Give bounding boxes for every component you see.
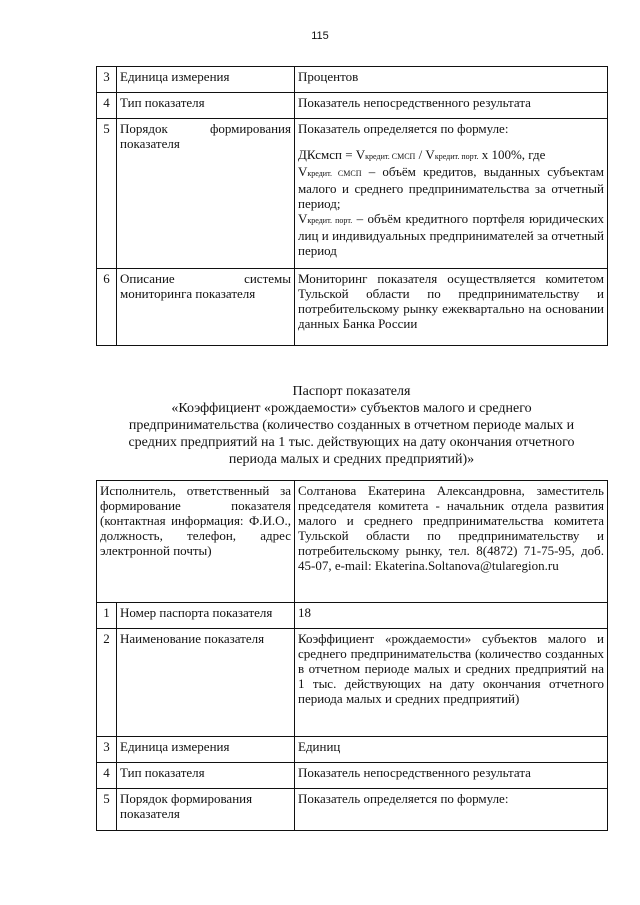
row-label: Тип показателя [117,93,295,119]
row-value: Показатель непосредственного результата [295,93,608,119]
row-value: Мониторинг показателя осуществляется комитетом Тульской области по предпринимательству и потребительскому рынку ежеквартально на основании данных Банка России [295,269,608,346]
passport-name-line: предпринимательства (количество созданных в отчетном периоде малых и [128,418,575,433]
table-row [97,789,608,831]
row-label: Наименование показателя [117,629,295,737]
row-number: 3 [97,737,117,763]
row-number: 1 [97,603,117,629]
formula: ДКсмсп = Vкредит. СМСП / Vкредит. порт. х 100%, где [298,147,546,162]
formula-definition-2: Vкредит. порт. – объём кредитного портфеля юридических лиц и индивидуальных предпринимателей за отчетный период [298,211,604,258]
row-number: 6 [97,269,117,346]
row-label: Тип показателя [117,763,295,789]
row-label: Единица измерения [117,67,295,93]
passport-name-line: периода малых и средних предприятий)» [228,452,475,467]
page-number: 115 [311,30,329,42]
table-row [97,603,608,629]
row-number: 4 [97,763,117,789]
executor-label: Исполнитель, ответственный за формирование показателя (контактная информация: Ф.И.О., должность, телефон, адрес электронной почты) [97,481,295,603]
row-value: Единиц [295,737,608,763]
table-row [97,93,608,119]
row-label: Порядок формирования показателя [117,119,295,269]
row-number: 4 [97,93,117,119]
passport-name-line: «Коэффициент «рождаемости» субъектов малого и среднего [171,401,532,416]
row-label: Описание системы мониторинга показателя [117,269,295,346]
table-row [97,629,608,737]
row-value: Показатель определяется по формуле: [295,789,608,831]
passport-name-line: средних предприятий на 1 тыс. действующих на дату окончания отчетного [128,435,575,450]
row-label: Порядок формирования показателя [117,789,295,831]
indicator-table-2 [96,480,608,831]
row-number: 3 [97,67,117,93]
row-number: 5 [97,119,117,269]
table-row [97,481,608,603]
table-row [97,119,608,269]
row-value: Коэффициент «рождаемости» субъектов малого и среднего предпринимательства (количество созданных в отчетном периоде малых и средних предприятий на 1 тыс. действующих на дату окончания отчетного периода малых и средних предприятий) [295,629,608,737]
table-row [97,763,608,789]
row-value: Процентов [295,67,608,93]
row-label: Номер паспорта показателя [117,603,295,629]
formula-cell [295,119,608,269]
table-row [97,737,608,763]
row-value: 18 [295,603,608,629]
passport-title [96,383,607,468]
row-number: 2 [97,629,117,737]
table-row [97,269,608,346]
indicator-table-1 [96,66,608,346]
executor-value: Солтанова Екатерина Александровна, заместитель председателя комитета - начальник отдела развития малого и среднего предпринимательства комитета Тульской области по предпринимательству и потребительскому рынку, тел. 8(4872) 71-75-95, доб. 45-07, e-mail: Ekaterina.Soltanova@tularegion.ru [295,481,608,603]
passport-heading: Паспорт показателя [292,384,411,399]
row-number: 5 [97,789,117,831]
row-value: Показатель непосредственного результата [295,763,608,789]
formula-intro: Показатель определяется по формуле: [298,121,509,136]
formula-definition-1: Vкредит. СМСП – объём кредитов, выданных субъектам малого и среднего предпринимательства за отчетный период; [298,164,604,211]
row-label: Единица измерения [117,737,295,763]
table-row [97,67,608,93]
